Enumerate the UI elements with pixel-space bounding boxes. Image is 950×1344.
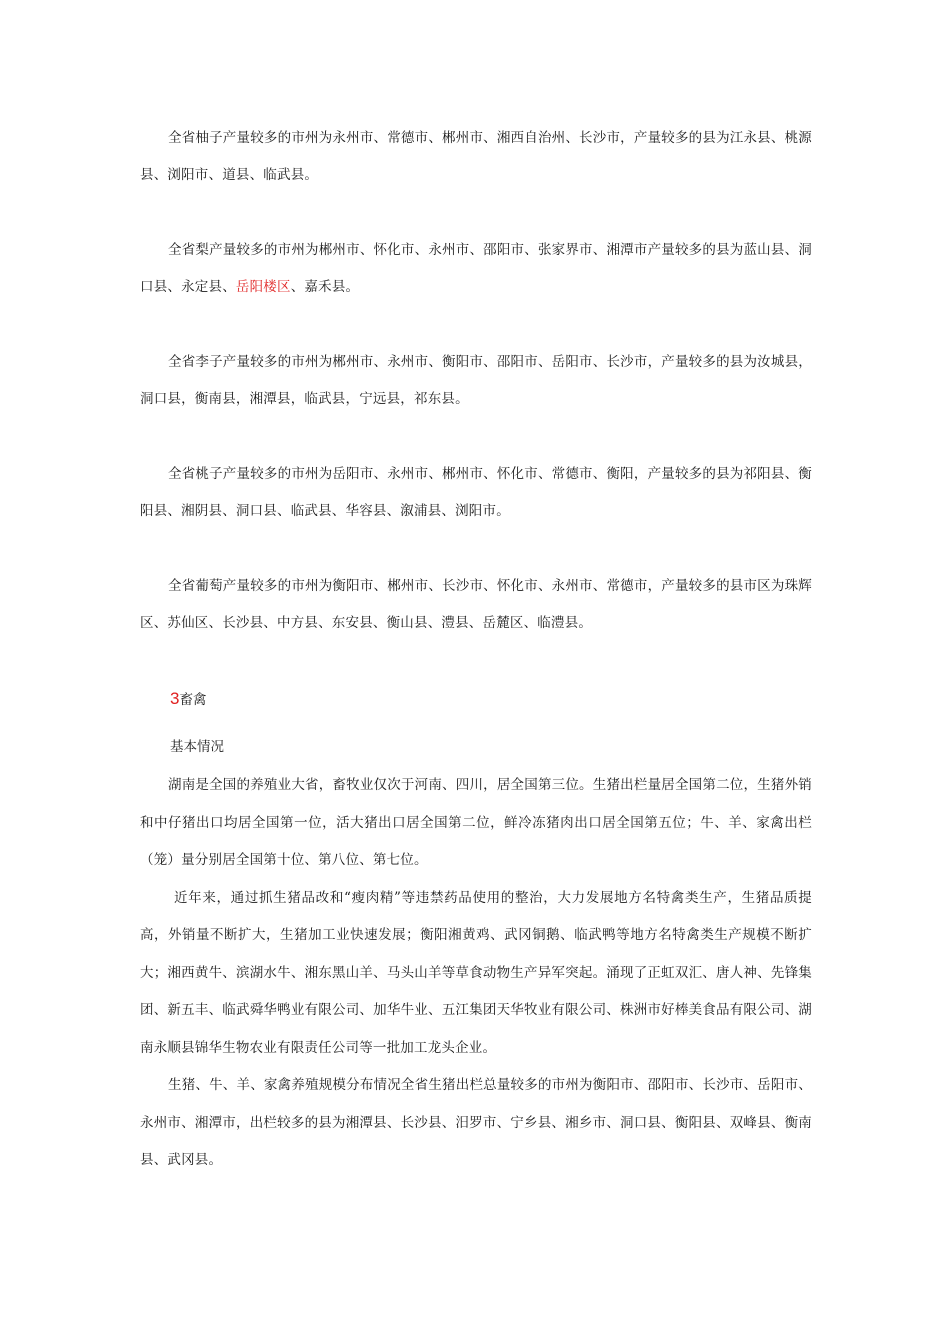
pear-paragraph xyxy=(140,232,812,306)
pear-highlight-link[interactable]: 岳阳楼区 xyxy=(235,279,291,295)
paragraph-gap xyxy=(140,418,812,456)
pomelo-paragraph: 全省柚子产量较多的市州为永州市、常德市、郴州市、湘西自治州、长沙市，产量较多的县为江永县、桃源县、浏阳市、道县、临武县。 xyxy=(140,130,812,183)
peach-paragraph: 全省桃子产量较多的市州为岳阳市、永州市、郴州市、怀化市、常德市、衡阳，产量较多的县为祁阳县、衡阳县、湘阴县、洞口县、临武县、华容县、溆浦县、浏阳市。 xyxy=(140,466,812,519)
paragraph-gap xyxy=(140,194,812,232)
livestock-body xyxy=(140,767,812,1180)
livestock-paragraph-2: 近年来，通过抓生猪品改和“瘦肉精”等违禁药品使用的整治，大力发展地方名特禽类生产，生猪品质提高，外销量不断扩大，生猪加工业快速发展；衡阳湘黄鸡、武冈铜鹅、临武鸭等地方名特禽类生产规模不断扩大；湘西黄牛、滨湖水牛、湘东黑山羊、马头山羊等草食动物生产异军突起。涌现了正虹双汇、唐人神、先锋集团、新五丰、临武舜华鸭业有限公司、加华牛业、五江集团天华牧业有限公司、株洲市好棒美食品有限公司、湖南永顺县锦华生物农业有限责任公司等一批加工龙头企业。 xyxy=(140,889,812,1056)
livestock-paragraph-3: 生猪、牛、羊、家禽养殖规模分布情况全省生猪出栏总量较多的市州为衡阳市、邵阳市、长沙市、岳阳市、永州市、湘潭市，出栏较多的县为湘潭县、长沙县、汨罗市、宁乡县、湘乡市、洞口县、衡阳县、双峰县、衡南县、武冈县。 xyxy=(140,1077,812,1168)
paragraph-gap xyxy=(140,530,812,568)
document-page xyxy=(140,120,812,1180)
section-heading xyxy=(140,684,812,715)
pear-text-start: 全省梨产量较多的市州为郴州市、怀化市、永州市、邵阳市、张家界市、湘潭市产量较多的县为蓝山县、洞口县、永定县、 xyxy=(140,242,812,295)
section-number: 3 xyxy=(170,689,180,708)
subheading-basic-info: 基本情况 xyxy=(170,739,224,755)
heading-gap xyxy=(140,715,812,727)
livestock-paragraph-1: 湖南是全国的养殖业大省，畜牧业仅次于河南、四川，居全国第三位。生猪出栏量居全国第二位，生猪外销和中仔猪出口均居全国第一位，活大猪出口居全国第二位，鲜冷冻猪肉出口居全国第五位；牛、羊、家禽出栏（笼）量分别居全国第十位、第八位、第七位。 xyxy=(140,777,812,868)
section-gap xyxy=(140,642,812,684)
grape-paragraph: 全省葡萄产量较多的市州为衡阳市、郴州市、长沙市、怀化市、永州市、常德市，产量较多的县市区为珠辉区、苏仙区、长沙县、中方县、东安县、衡山县、澧县、岳麓区、临澧县。 xyxy=(140,578,812,631)
pear-text-end: 、嘉禾县。 xyxy=(290,279,360,295)
section-title: 畜禽 xyxy=(179,692,207,708)
paragraph-gap xyxy=(140,306,812,344)
plum-paragraph: 全省李子产量较多的市州为郴州市、永州市、衡阳市、邵阳市、岳阳市、长沙市，产量较多的县为汝城县，洞口县，衡南县，湘潭县，临武县，宁远县，祁东县。 xyxy=(140,354,812,407)
